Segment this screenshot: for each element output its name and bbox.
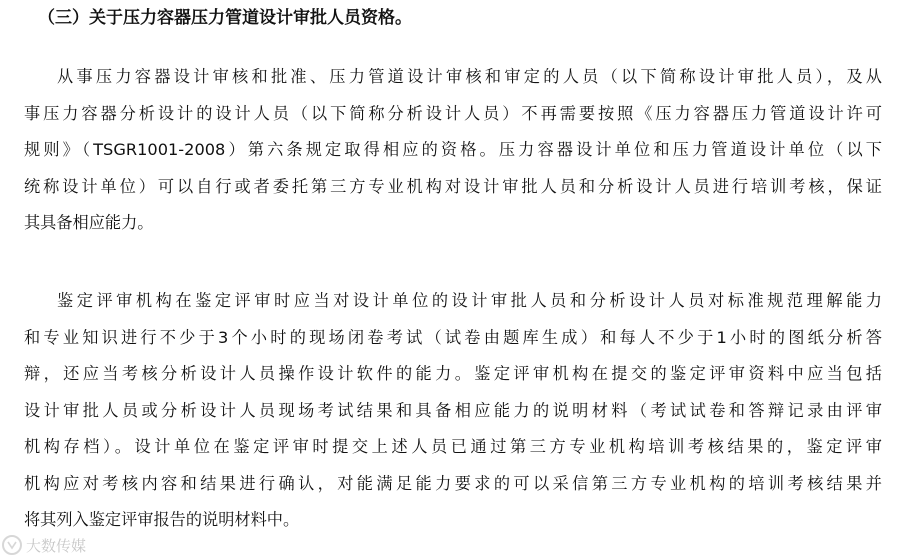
paragraph-line: 和专业知识进行不少于3个小时的现场闭卷考试（试卷由题库生成）和每人不少于1小时的图纸分析答 — [24, 327, 882, 347]
paragraph-line: 机构存档）。设计单位在鉴定评审时提交上述人员已通过第三方专业机构培训考核结果的，鉴定评审 — [24, 437, 882, 456]
paragraph-line: 规则》（TSGR1001-2008）第六条规定取得相应的资格。压力容器设计单位和压力管道设计单位（以下 — [24, 140, 882, 159]
paragraph-line: 其具备相应能力。 — [24, 213, 154, 232]
paragraph-line: 机构应对考核内容和结果进行确认，对能满足能力要求的可以采信第三方专业机构的培训考核结果并 — [24, 473, 882, 493]
paragraph-line: 事压力容器分析设计的设计人员（以下简称分析设计人员）不再需要按照《压力容器压力管道设计许可 — [24, 103, 882, 123]
watermark-logo-icon — [2, 535, 22, 555]
paragraph-line: 统称设计单位）可以自行或者委托第三方专业机构对设计审批人员和分析设计人员进行培训考核，保证 — [24, 176, 882, 196]
watermark-text: 大数传媒 — [26, 536, 87, 555]
paragraph-line: 设计审批人员或分析设计人员现场考试结果和具备相应能力的说明材料（考试试卷和答辩记录由评审 — [24, 400, 882, 420]
paragraph-line: 将其列入鉴定评审报告的说明材料中。 — [24, 510, 300, 529]
watermark — [2, 533, 86, 557]
paragraph-line: 从事压力容器设计审核和批准、压力管道设计审核和审定的人员（以下简称设计审批人员），及从 — [57, 67, 882, 86]
paragraph-line: 鉴定评审机构在鉴定评审时应当对设计单位的设计审批人员和分析设计人员对标准规范理解能力 — [57, 291, 882, 310]
paragraph-line: 辩，还应当考核分析设计人员操作设计软件的能力。鉴定评审机构在提交的鉴定评审资料中应当包括 — [24, 364, 882, 383]
paragraph-2 — [24, 283, 882, 539]
paragraph-1 — [24, 59, 882, 242]
section-heading: （三）关于压力容器压力管道设计审批人员资格。 — [38, 8, 412, 28]
